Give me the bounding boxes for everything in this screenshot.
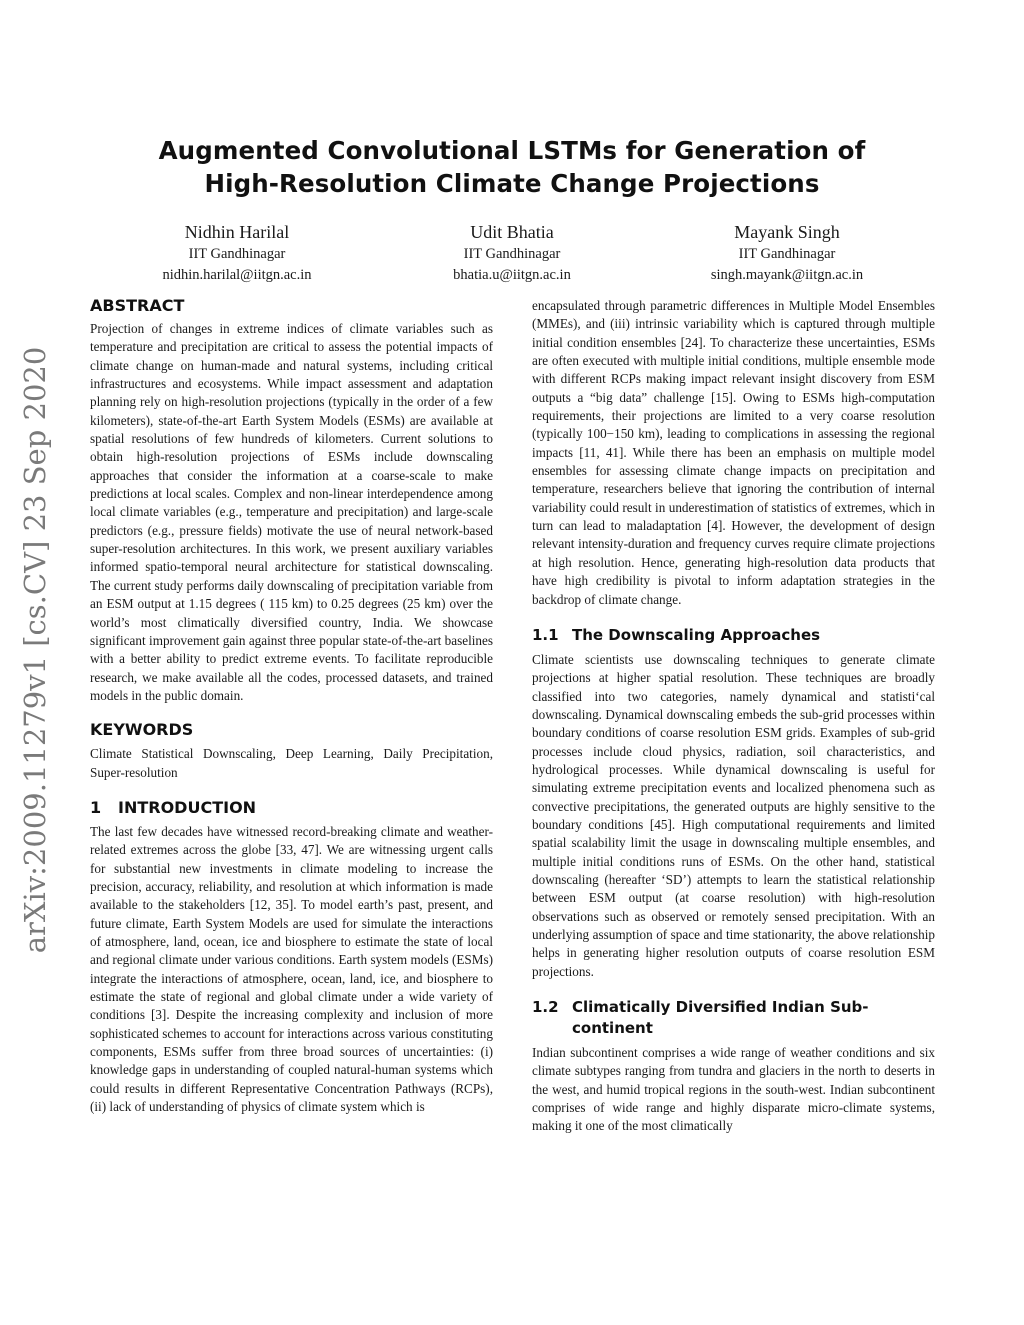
left-column xyxy=(90,296,493,1116)
author-name: Nidhin Harilal xyxy=(184,222,290,242)
author-email: bhatia.u@iitgn.ac.in xyxy=(453,266,571,283)
subsection-1-2-heading xyxy=(532,997,872,1039)
author-email: singh.mayank@iitgn.ac.in xyxy=(710,266,864,283)
keywords-text: Climate Statistical Downscaling, Deep Learning, Daily Precipitation, Super-resolution xyxy=(90,746,493,780)
subsection-1-1-text: Climate scientists use downscaling techniques to generate climate projections at higher spatial resolution. These techniques are broadly classified into two categories, namely dynamical and statisti‘cal downscaling. Dynamical downscaling embeds the sub-grid processes within boundary conditions of coarse resolution ESM grids. Examples of sub-grid processes include cloud physics, radiation, soil characteristics, and hydrological processes. While dynamical downscaling is useful for simulating extreme precipitation events and localized phenomena such as convective precipitations, the generated outputs are highly sensitive to the boundary conditions [45]. High computational requirements and limited spatial scalability limit the usage in downscaling multiple ensembles, and multiple initial conditions runs of ESMs. On the other hand, statistical downscaling (hereafter ‘SD’) attempts to learn the statistical relationship between ESM output (at coarse resolution) with high-resolution observations such as observed or remotely sensed precipitation. With an underlying assumption of space and time stationarity, the above relationship helps in generating higher resolution outputs of coarse resolution ESM projections. xyxy=(532,651,935,979)
subsection-1-1-heading xyxy=(532,625,935,646)
author-affiliation: IIT Gandhinagar xyxy=(738,246,836,262)
introduction-text: The last few decades have witnessed record-breaking climate and weather-related extremes across the globe [33, 47]. We are witnessing urgent calls for substantial new investments in climate modeling to increase the precision, accuracy, reliability, and resolution at which information is made available to the stakeholders [12, 35]. To model earth’s past, present, and future climate, Earth System Models are used for simulate the interactions of atmosphere, land, ocean, ice and biosphere to estimate the state of local and regional climate under various conditions. Earth system models (ESMs) integrate the interactions of atmosphere, ocean, land, ice, and biosphere to estimate the state of regional and global climate under a wide variety of conditions [3]. Despite the increasing complexity and inclusion of more sophisticated schemes to account for interactions across various constituting components, ESMs suffer from three broad sources of uncertainties: (i) knowledge gaps in understanding of coupled natural-human systems which could results in different Representative Concentration Pathways (RCPs), (ii) lack of understanding of physics of climate system which is xyxy=(90,823,493,1115)
paper-title xyxy=(0,134,1024,200)
introduction-heading xyxy=(90,798,493,818)
author-email: nidhin.harilal@iitgn.ac.in xyxy=(162,266,312,283)
subsection-number: 1.1 xyxy=(532,625,559,644)
right-column xyxy=(532,297,935,1136)
author-block-1 xyxy=(117,220,357,285)
author-block-3 xyxy=(667,220,907,285)
keywords-heading: KEYWORDS xyxy=(90,720,194,740)
author-affiliation: IIT Gandhinagar xyxy=(188,246,286,262)
author-block-2 xyxy=(392,220,632,285)
section-number: 1 xyxy=(90,797,102,817)
subsection-1-2-text: Indian subcontinent comprises a wide range of weather conditions and six climate subtypes ranging from tundra and glaciers in the north to deserts in the west, and humid tropical regions in the south-west. Indian subcontinent comprises of wide range and highly disparate micro-climate systems, making it one of the most climatically xyxy=(532,1045,935,1134)
title-line-2: High-Resolution Climate Change Projections xyxy=(204,169,820,198)
author-name: Mayank Singh xyxy=(734,222,840,242)
arxiv-sidebar xyxy=(10,346,60,954)
subsection-number: 1.2 xyxy=(532,998,559,1017)
section-title: INTRODUCTION xyxy=(118,797,257,817)
arxiv-identifier: arXiv:2009.11279v1 [cs.CV] 23 Sep 2020 xyxy=(18,346,52,954)
author-affiliation: IIT Gandhinagar xyxy=(463,246,561,262)
abstract-text: Projection of changes in extreme indices of climate variables such as temperature and precipitation are critical to assess the potential impacts of climate change on human-made and natural systems, including critical infrastructures and ecosystems. While impact assessment and adaptation planning rely on high-resolution projections (typically in the order of a few kilometers), state-of-the-art Earth System Models (ESMs) are available at spatial resolutions of few hundreds of kilometers. Current solutions to obtain high-resolution projections of ESMs include downscaling approaches that consider the information at a coarse-scale to make predictions at local scales. Complex and non-linear interdependence among local climate variables (e.g., temperature and precipitation) and large-scale predictors (e.g., pressure fields) motivate the use of neural network-based super-resolution architectures. In this work, we present auxiliary variables informed spatio-temporal neural architecture for statistical downscaling. The current study performs daily downscaling of precipitation variable from an ESM output at 1.15 degrees ( 115 km) to 0.25 degrees (25 km) over the world’s most climatically diversified country, India. We showcase significant improvement gain against three popular state-of-the-art baselines with a better ability to predict extreme events. To facilitate reproducible research, we make available all the codes, processed datasets, and trained models in the public domain. xyxy=(90,321,493,703)
introduction-continued-text: encapsulated through parametric differences in Multiple Model Ensembles (MMEs), and (iii) intrinsic variability which is captured through multiple initial condition ensembles [24]. To characterize these uncertainties, ESMs are often executed with multiple initial conditions, multiple ensemble mode with different RCPs making impact relevant insight discovery from ESM outputs a “big data” challenge [15]. Owing to ESMs high-computation requirements, their projections are limited to a very coarse resolution (typically 100−150 km), leading to complications in assessing the regional impacts [11, 41]. While there has been an emphasis on multiple model ensembles for assessing climate change impacts on precipitation and temperature, researchers believe that ignoring the contribution of internal variability could result in underestimation of statistics of extremes, which in turn can lead to maladaptation [4]. However, the development of design relevant intensity-duration and frequency curves require climate projections at high resolution. Hence, generating high-resolution data products that have high credibility is pivotal to inform adaptation strategies in the backdrop of climate change. xyxy=(532,298,935,607)
subsection-title: The Downscaling Approaches xyxy=(572,625,821,644)
title-line-1: Augmented Convolutional LSTMs for Generation of xyxy=(158,136,866,165)
author-name: Udit Bhatia xyxy=(470,222,554,242)
abstract-heading: ABSTRACT xyxy=(90,296,185,315)
subsection-title: Climatically Diversified Indian Sub-continent xyxy=(572,998,869,1038)
